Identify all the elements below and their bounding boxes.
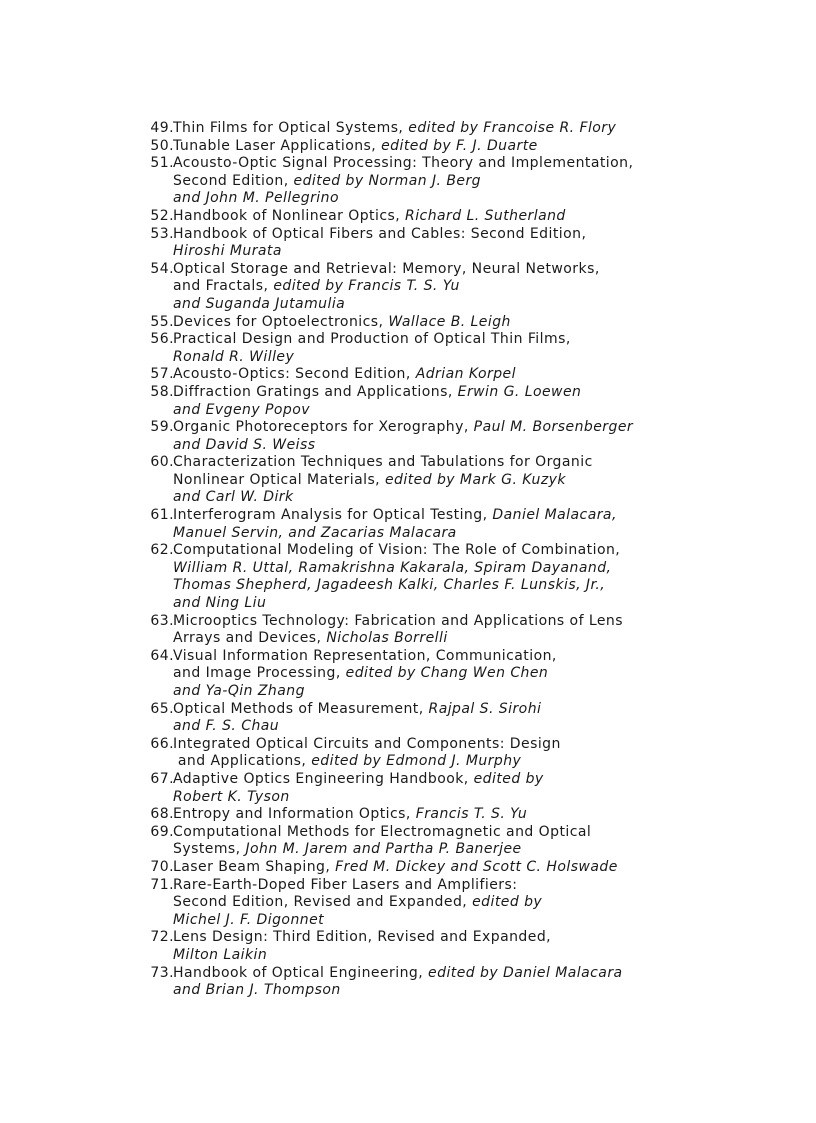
entry-text [173,736,690,771]
entry-author-editor: and Brian J. Thompson [173,982,341,999]
entry-author-editor: edited by [472,894,543,911]
entry-author-editor: Ronald R. Willey [173,348,295,365]
entry-number: 58. [150,383,174,400]
series-entry [130,613,690,648]
entry-line [173,771,690,789]
entry-title: Interferogram Analysis for Optical Testing, [173,507,493,524]
entry-line [173,489,690,507]
entry-author-editor: Adrian Korpel [415,366,516,383]
entry-title: and Applications, [173,753,312,770]
entry-line [173,402,690,420]
entry-line [173,912,690,930]
entry-line [173,947,690,965]
entry-number: 67. [150,770,174,787]
entry-title: Handbook of Optical Fibers and Cables: Second Edition, [173,225,587,242]
entry-author-editor: edited by Francis T. S. Yu [273,278,460,295]
entry-title: Second Edition, [173,172,294,189]
entry-title: Practical Design and Production of Optical Thin Films, [173,331,571,348]
entry-title: Handbook of Optical Engineering, [173,964,429,981]
entry-author-editor: edited by Francoise R. Flory [408,120,617,136]
entry-line [173,419,690,437]
entry-line [173,683,690,701]
entry-author-editor: John M. Jarem and Partha P. Banerjee [245,841,522,858]
series-entry [130,366,690,384]
entry-line [173,190,690,208]
series-entry [130,542,690,612]
entry-title: Rare-Earth-Doped Fiber Lasers and Amplifiers: [173,876,518,893]
entry-text [173,314,690,332]
entry-line [173,577,690,595]
entry-line [173,173,690,191]
entry-title: Diffraction Gratings and Applications, [173,383,458,400]
entry-line [173,630,690,648]
entry-title: Optical Storage and Retrieval: Memory, Neural Networks, [173,260,600,277]
entry-number: 64. [150,647,174,664]
entry-text [173,613,690,648]
entry-line [173,877,690,895]
entry-author-editor: Hiroshi Murata [173,243,282,260]
entry-number: 71. [150,876,174,893]
entry-text [173,648,690,701]
entry-title: Visual Information Representation, Communication, [173,647,557,664]
entry-author-editor: Robert K. Tyson [173,788,290,805]
entry-number: 53. [150,225,174,242]
entry-text [173,384,690,419]
entry-number: 62. [150,542,174,559]
entry-line [173,472,690,490]
entry-author-editor: and F. S. Chau [173,718,280,735]
entry-author-editor: and Carl W. Dirk [173,489,294,506]
entry-text [173,261,690,314]
series-entry [130,507,690,542]
entry-line [173,155,690,173]
entry-line [173,437,690,455]
entry-author-editor: Francis T. S. Yu [415,806,528,823]
entry-title: Optical Methods of Measurement, [173,700,429,717]
entry-text [173,366,690,384]
entry-author-editor: William R. Uttal, Ramakrishna Kakarala, Spiram Dayanand, [173,559,612,576]
entry-text [173,859,690,877]
entry-author-editor: Rajpal S. Sirohi [428,700,542,717]
entry-text [173,226,690,261]
entry-title: Integrated Optical Circuits and Components: Design [173,735,561,752]
entry-author-editor: and Suganda Jutamulia [173,295,346,312]
entry-line [173,349,690,367]
entry-number: 61. [150,507,174,524]
entry-line [173,824,690,842]
series-entry [130,226,690,261]
entry-title: Systems, [173,841,246,858]
entry-author-editor: Paul M. Borsenberger [473,419,634,436]
entry-title: Characterization Techniques and Tabulations for Organic [173,454,593,471]
entry-line [173,208,690,226]
entry-author-editor: edited by Norman J. Berg [293,172,481,189]
entry-line [173,542,690,560]
entry-author-editor: Milton Laikin [173,946,268,963]
entry-text [173,701,690,736]
entry-text [173,419,690,454]
entry-title: Second Edition, Revised and Expanded, [173,894,473,911]
entry-text [173,454,690,507]
entry-title: Nonlinear Optical Materials, [173,471,385,488]
entry-text [173,771,690,806]
series-entry [130,454,690,507]
entry-line [173,841,690,859]
entry-number: 63. [150,612,174,629]
entry-line [173,613,690,631]
entry-number: 49. [150,120,174,136]
entry-author-editor: Nicholas Borrelli [326,630,448,647]
entry-number: 51. [150,155,174,172]
series-entry [130,261,690,314]
entry-line [173,595,690,613]
entry-text [173,877,690,930]
entry-author-editor: and David S. Weiss [173,436,316,453]
entry-number: 60. [150,454,174,471]
series-entry [130,384,690,419]
entry-author-editor: Manuel Servin, and Zacarias Malacara [173,524,457,541]
entry-title: Arrays and Devices, [173,630,327,647]
series-entry [130,331,690,366]
entry-text [173,965,690,1000]
entry-line [173,701,690,719]
entry-line [173,296,690,314]
entry-line [173,789,690,807]
series-entry [130,419,690,454]
entry-line [173,454,690,472]
series-entry [130,965,690,1000]
entry-text [173,208,690,226]
entry-author-editor: Daniel Malacara, [492,507,617,524]
entry-author-editor: Thomas Shepherd, Jagadeesh Kalki, Charles F. Lunskis, Jr., [173,577,606,594]
entry-line [173,507,690,525]
entry-line [173,366,690,384]
entry-number: 56. [150,331,174,348]
entry-author-editor: Richard L. Sutherland [405,207,566,224]
entry-number: 65. [150,700,174,717]
series-list [130,120,690,1000]
entry-text [173,824,690,859]
series-entry [130,771,690,806]
series-entry [130,155,690,208]
entry-author-editor: and Ning Liu [173,595,267,612]
entry-line [173,120,690,138]
entry-text [173,542,690,612]
entry-line [173,278,690,296]
entry-line [173,982,690,1000]
entry-number: 50. [150,137,174,154]
entry-author-editor: edited by [473,770,544,787]
entry-line [173,648,690,666]
entry-text [173,507,690,542]
entry-title: Lens Design: Third Edition, Revised and Expanded, [173,929,552,946]
series-entry [130,859,690,877]
entry-author-editor: edited by Daniel Malacara [428,964,623,981]
entry-number: 72. [150,929,174,946]
entry-title: Computational Methods for Electromagnetic and Optical [173,823,592,840]
entry-line [173,226,690,244]
entry-text [173,929,690,964]
entry-title: Organic Photoreceptors for Xerography, [173,419,474,436]
entry-text [173,331,690,366]
entry-text [173,120,690,138]
entry-title: Microoptics Technology: Fabrication and Applications of Lens [173,612,623,629]
entry-title: Devices for Optoelectronics, [173,313,389,330]
entry-line [173,929,690,947]
entry-title: Handbook of Nonlinear Optics, [173,207,406,224]
series-entry [130,120,690,138]
series-entry [130,929,690,964]
entry-number: 66. [150,735,174,752]
entry-author-editor: and Evgeny Popov [173,401,310,418]
entry-line [173,718,690,736]
entry-line [173,525,690,543]
entry-number: 70. [150,858,174,875]
entry-title: Laser Beam Shaping, [173,858,336,875]
entry-title: Acousto-Optic Signal Processing: Theory and Implementation, [173,155,634,172]
entry-line [173,138,690,156]
entry-line [173,665,690,683]
entry-title: Entropy and Information Optics, [173,806,416,823]
entry-title: Thin Films for Optical Systems, [173,120,409,136]
entry-text [173,155,690,208]
entry-number: 59. [150,419,174,436]
entry-number: 68. [150,806,174,823]
entry-author-editor: and John M. Pellegrino [173,190,339,207]
entry-author-editor: Wallace B. Leigh [388,313,511,330]
entry-line [173,753,690,771]
entry-author-editor: edited by Mark G. Kuzyk [384,471,566,488]
entry-author-editor: and Ya-Qin Zhang [173,683,305,699]
series-entry [130,736,690,771]
entry-author-editor: Michel J. F. Digonnet [173,911,325,928]
entry-author-editor: Erwin G. Loewen [457,383,582,400]
entry-line [173,384,690,402]
series-entry [130,208,690,226]
entry-number: 57. [150,366,174,383]
entry-line [173,965,690,983]
entry-line [173,243,690,261]
entry-line [173,261,690,279]
entry-title: Computational Modeling of Vision: The Role of Combination, [173,542,621,559]
entry-title: Adaptive Optics Engineering Handbook, [173,770,474,787]
entry-line [173,859,690,877]
entry-line [173,560,690,578]
series-entry [130,701,690,736]
series-entry [130,806,690,824]
series-entry [130,877,690,930]
entry-line [173,806,690,824]
entry-number: 55. [150,313,174,330]
series-entry [130,648,690,701]
entry-author-editor: edited by F. J. Duarte [381,137,538,154]
entry-author-editor: edited by Chang Wen Chen [345,665,549,682]
series-entry [130,138,690,156]
entry-author-editor: edited by Edmond J. Murphy [311,753,522,770]
entry-number: 73. [150,964,174,981]
entry-text [173,138,690,156]
entry-title: and Fractals, [173,278,274,295]
entry-line [173,331,690,349]
entry-line [173,314,690,332]
entry-title: and Image Processing, [173,665,346,682]
series-entry [130,314,690,332]
entry-line [173,736,690,754]
series-entry [130,824,690,859]
entry-title: Tunable Laser Applications, [173,137,382,154]
entry-number: 69. [150,823,174,840]
entry-text [173,806,690,824]
entry-author-editor: Fred M. Dickey and Scott C. Holswade [335,858,618,875]
entry-title: Acousto-Optics: Second Edition, [173,366,416,383]
entry-line [173,894,690,912]
entry-number: 54. [150,260,174,277]
entry-number: 52. [150,207,174,224]
